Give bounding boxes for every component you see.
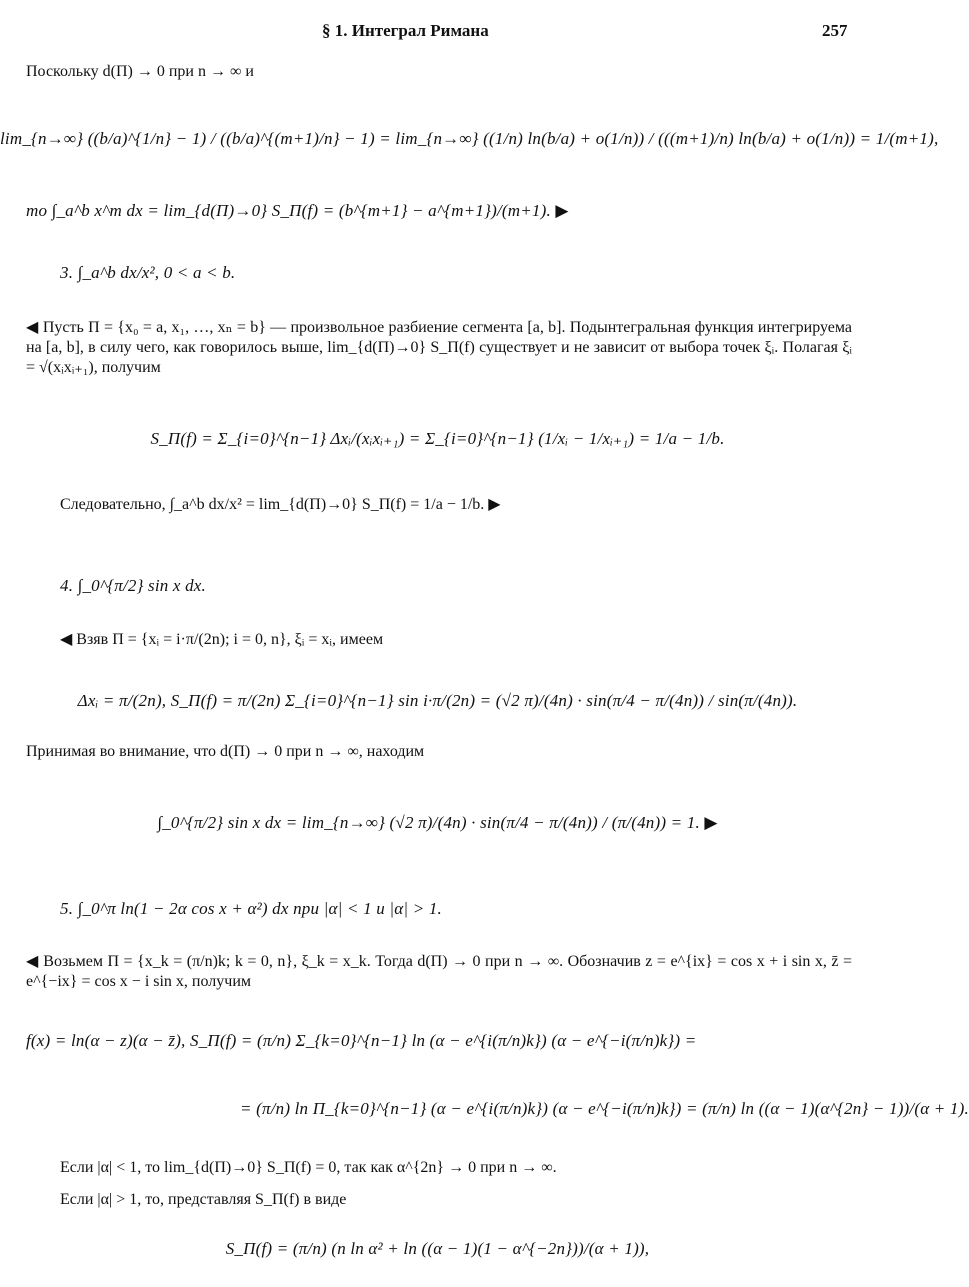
- text-line: Принимая во внимание, что d(Π) → 0 при n → ∞, находим: [26, 743, 425, 760]
- formula-integral-result: то ∫_a^b x^m dx = lim_{d(Π)→0} S_Π(f) = (b^{m+1} − a^{m+1})/(m+1). ▶: [26, 201, 569, 220]
- problem-3-statement: 3. ∫_a^b dx/x², 0 < a < b.: [60, 263, 236, 282]
- formula-log-sum: f(x) = ln(α − z)(α − z̄), S_Π(f) = (π/n) Σ_{k=0}^{n−1} ln (α − e^{i(π/n)k}) (α − e^{−i(π/n)k}) =: [26, 1031, 697, 1050]
- problem-5-statement: 5. ∫_0^π ln(1 − 2α cos x + α²) dx при |α| < 1 и |α| > 1.: [60, 899, 442, 918]
- page-number: 257: [822, 21, 848, 40]
- formula-riemann-sum: S_Π(f) = Σ_{i=0}^{n−1} Δxᵢ/(xᵢxᵢ₊₁) = Σ_{i=0}^{n−1} (1/xᵢ − 1/xᵢ₊₁) = 1/a − 1/b.: [150, 429, 725, 448]
- formula-final-sum: S_Π(f) = (π/n) (n ln α² + ln ((α − 1)(1 − α^{−2n}))/(α + 1)),: [225, 1239, 650, 1258]
- text-line: Поскольку d(Π) → 0 при n → ∞ и: [26, 63, 254, 80]
- formula-limit: lim_{n→∞} ((b/a)^{1/n} − 1) / ((b/a)^{(m+1)/n} − 1) = lim_{n→∞} ((1/n) ln(b/a) + o(1/n)) / (((m+1)/n) ln(b/a) + o(1/n)) = 1/(m+1),: [0, 129, 939, 148]
- running-title: § 1. Интеграл Римана: [322, 21, 489, 40]
- case-alpha-less-one: Если |α| < 1, то lim_{d(Π)→0} S_Π(f) = 0, так как α^{2n} → 0 при n → ∞.: [60, 1159, 557, 1176]
- problem-3-conclusion: Следовательно, ∫_a^b dx/x² = lim_{d(Π)→0} S_Π(f) = 1/a − 1/b. ▶: [60, 496, 501, 513]
- problem-4-statement: 4. ∫_0^{π/2} sin x dx.: [60, 576, 206, 595]
- problem-4-partition: ◀ Взяв Π = {xᵢ = i·π/(2n); i = 0, n}, ξᵢ = xᵢ, имеем: [60, 631, 384, 648]
- formula-sin-integral: ∫_0^{π/2} sin x dx = lim_{n→∞} (√2 π)/(4n) · sin(π/4 − π/(4n)) / (π/(4n)) = 1. ▶: [157, 813, 718, 832]
- case-alpha-greater-one: Если |α| > 1, то, представляя S_Π(f) в виде: [60, 1191, 347, 1208]
- formula-sin-sum: Δxᵢ = π/(2n), S_Π(f) = π/(2n) Σ_{i=0}^{n−1} sin i·π/(2n) = (√2 π)/(4n) · sin(π/4 − π/(4n)) / sin(π/(4n)).: [77, 691, 798, 710]
- formula-log-product: = (π/n) ln Π_{k=0}^{n−1} (α − e^{i(π/n)k}) (α − e^{−i(π/n)k}) = (π/n) ln ((α − 1)(α^{2n} − 1))/(α + 1).: [240, 1099, 969, 1118]
- problem-5-solution-text: ◀ Возьмем Π = {x_k = (π/n)k; k = 0, n}, ξ_k = x_k. Тогда d(Π) → 0 при n → ∞. Обозначив z = e^{ix} = cos x + i sin x, z̄ = e^{−ix} = cos x − i sin x, получим: [26, 953, 852, 990]
- problem-3-solution-text: ◀ Пусть Π = {x₀ = a, x₁, …, xₙ = b} — произвольное разбиение сегмента [a, b]. Подынтегральная функция интегрируема на [a, b], в силу чего, как говорилось выше, lim_{d(Π)→0} S_Π(f) существует и не зависит от выбора точек ξᵢ. Полагая ξᵢ = √(xᵢxᵢ₊₁), получим: [26, 319, 852, 376]
- page-header: [0, 20, 875, 44]
